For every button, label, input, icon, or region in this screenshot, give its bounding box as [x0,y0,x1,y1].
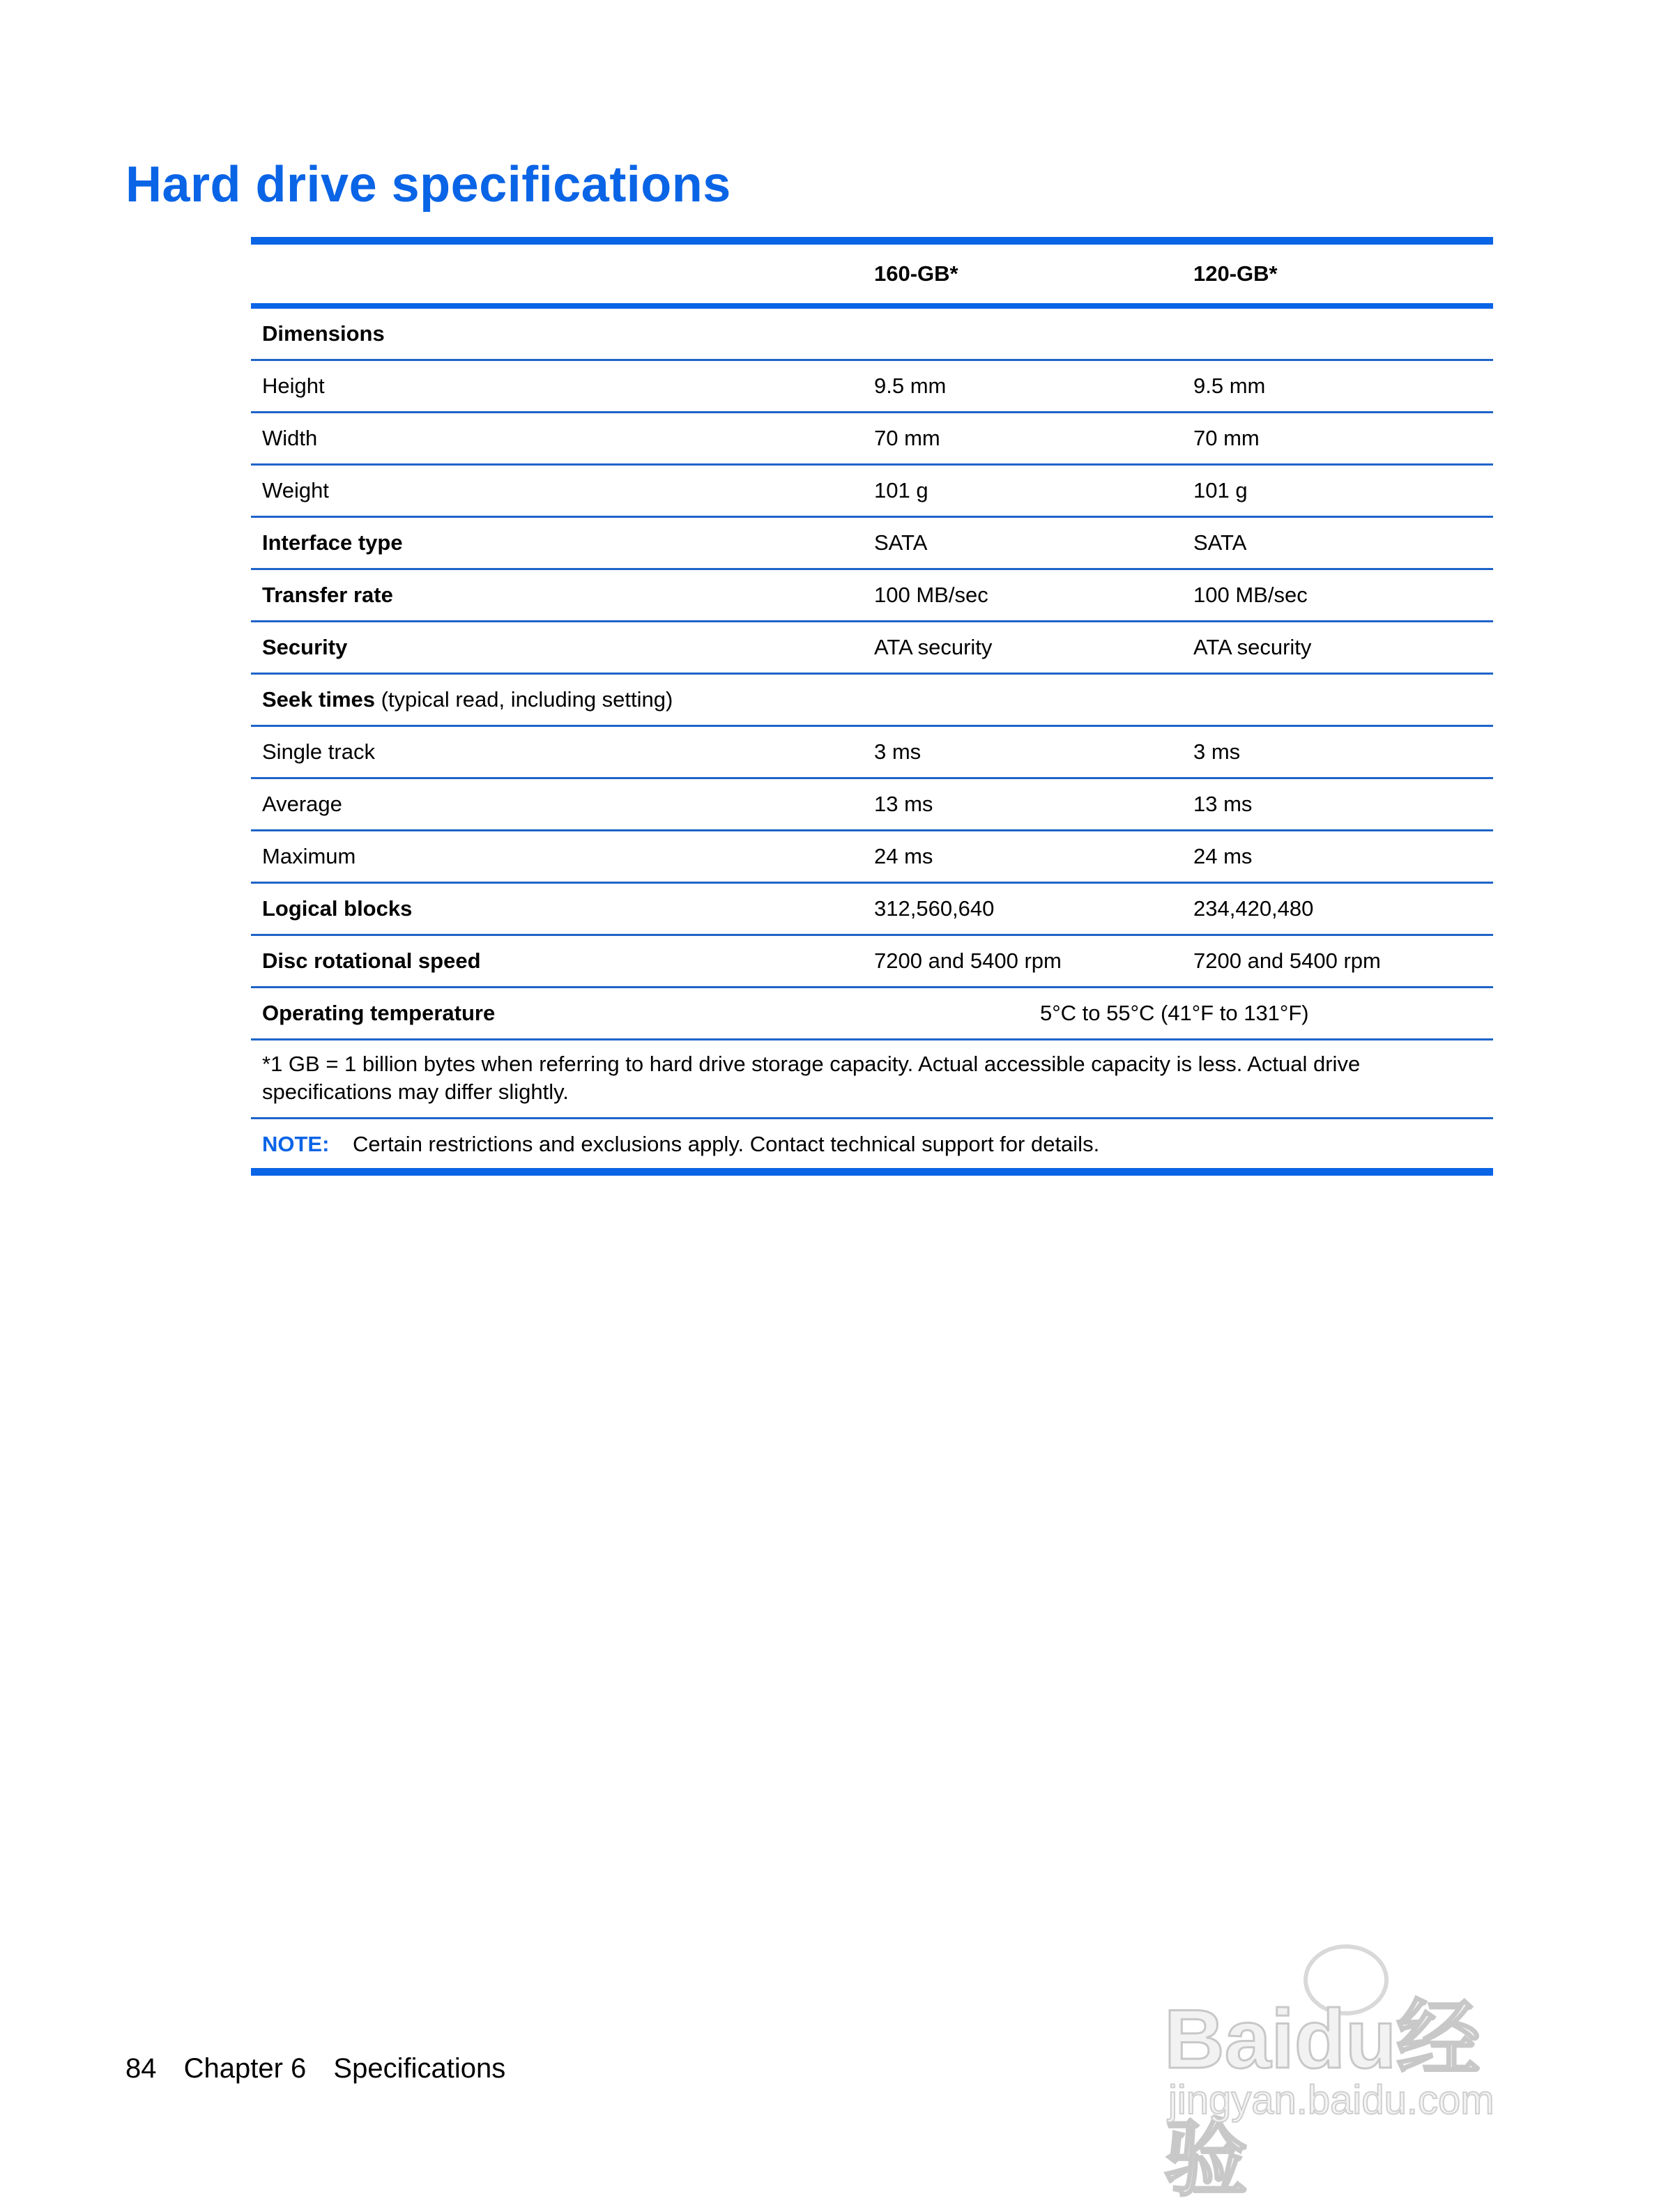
table-row [251,570,1493,622]
spec-table [251,237,1493,1176]
note [251,1119,1493,1168]
row-label [262,583,393,608]
note-text: Certain restrictions and exclusions apply. Contact technical support for details. [353,1132,1100,1156]
table-row [251,466,1493,518]
row-label-text: Weight [262,478,329,502]
table-row [251,413,1493,466]
row-value-120gb: 7200 and 5400 rpm [1193,948,1381,973]
row-label-text: Height [262,374,325,398]
table-row [251,622,1493,675]
row-value-120gb: 70 mm [1193,426,1260,450]
row-value-160gb: 9.5 mm [874,374,947,398]
column-header-120gb: 120-GB* [1193,261,1278,286]
row-label-text: Transfer rate [262,583,393,607]
row-value-160gb: 100 MB/sec [874,583,988,607]
row-label [262,844,356,869]
row-label-text: Single track [262,739,375,764]
row-label-suffix: (typical read, including setting) [375,687,673,712]
row-label [262,1001,495,1026]
row-label [262,374,325,399]
column-header-160gb: 160-GB* [874,261,958,286]
table-header-rule [251,303,1493,309]
section-label: Specifications [333,2053,506,2084]
table-row [251,884,1493,936]
row-label [262,635,347,660]
page-footer [125,2053,525,2084]
chapter-label: Chapter 6 [183,2053,307,2084]
row-value-160gb: 70 mm [874,426,940,450]
row-label [262,792,342,817]
watermark-logo: Baidu经验 [1164,1992,1481,2206]
row-label-text: Dimensions [262,321,385,346]
row-label [262,687,673,712]
row-value-160gb: 7200 and 5400 rpm [874,948,1062,973]
row-label-text: Maximum [262,844,356,868]
table-header-row [251,245,1493,303]
page-number: 84 [125,2053,157,2084]
row-label-text: Width [262,426,318,450]
footnote: *1 GB = 1 billion bytes when referring to hard drive storage capacity. Actual accessible capacity is less. Actual drive specifications may differ slightly. [251,1040,1493,1119]
row-label-text: Seek times [262,687,375,712]
row-value-120gb: 3 ms [1193,739,1241,764]
table-row [251,675,1493,727]
row-value-span: 5°C to 55°C (41°F to 131°F) [1040,1001,1309,1025]
row-label-text: Operating temperature [262,1001,496,1025]
row-value-160gb: SATA [874,530,928,555]
table-row [251,831,1493,884]
row-label [262,478,329,503]
table-row [251,936,1493,988]
row-value-120gb: 234,420,480 [1193,896,1314,921]
row-label-text: Average [262,792,342,816]
table-top-rule [251,237,1493,245]
row-label-text: Disc rotational speed [262,948,481,973]
page-title: Hard drive specifications [125,157,731,213]
row-value-160gb: ATA security [874,635,993,659]
row-label-text: Security [262,635,348,659]
row-label [262,896,412,921]
row-label [262,739,375,765]
table-row [251,518,1493,570]
row-value-160gb: 13 ms [874,792,933,816]
table-row [251,309,1493,361]
row-label [262,530,403,555]
baidu-watermark [1164,1944,1554,2206]
row-value-160gb: 101 g [874,478,928,502]
table-bottom-rule [251,1168,1493,1176]
row-label-text: Interface type [262,530,403,555]
note-label: NOTE: [262,1132,330,1156]
row-value-120gb: 101 g [1193,478,1248,502]
row-value-120gb: 100 MB/sec [1193,583,1308,607]
row-value-120gb: SATA [1193,530,1247,555]
table-row [251,727,1493,779]
row-value-120gb: 13 ms [1193,792,1253,816]
row-label [262,426,317,451]
row-value-120gb: ATA security [1193,635,1312,659]
row-value-160gb: 24 ms [874,844,933,868]
row-value-160gb: 3 ms [874,739,922,764]
row-label-text: Logical blocks [262,896,413,921]
row-value-120gb: 24 ms [1193,844,1253,868]
table-row [251,988,1493,1040]
table-row [251,779,1493,831]
row-value-120gb: 9.5 mm [1193,374,1266,398]
table-row [251,361,1493,413]
row-label [262,948,481,974]
row-value-160gb: 312,560,640 [874,896,995,921]
watermark-url: jingyan.baidu.com [1168,2077,1494,2123]
row-label [262,321,385,346]
